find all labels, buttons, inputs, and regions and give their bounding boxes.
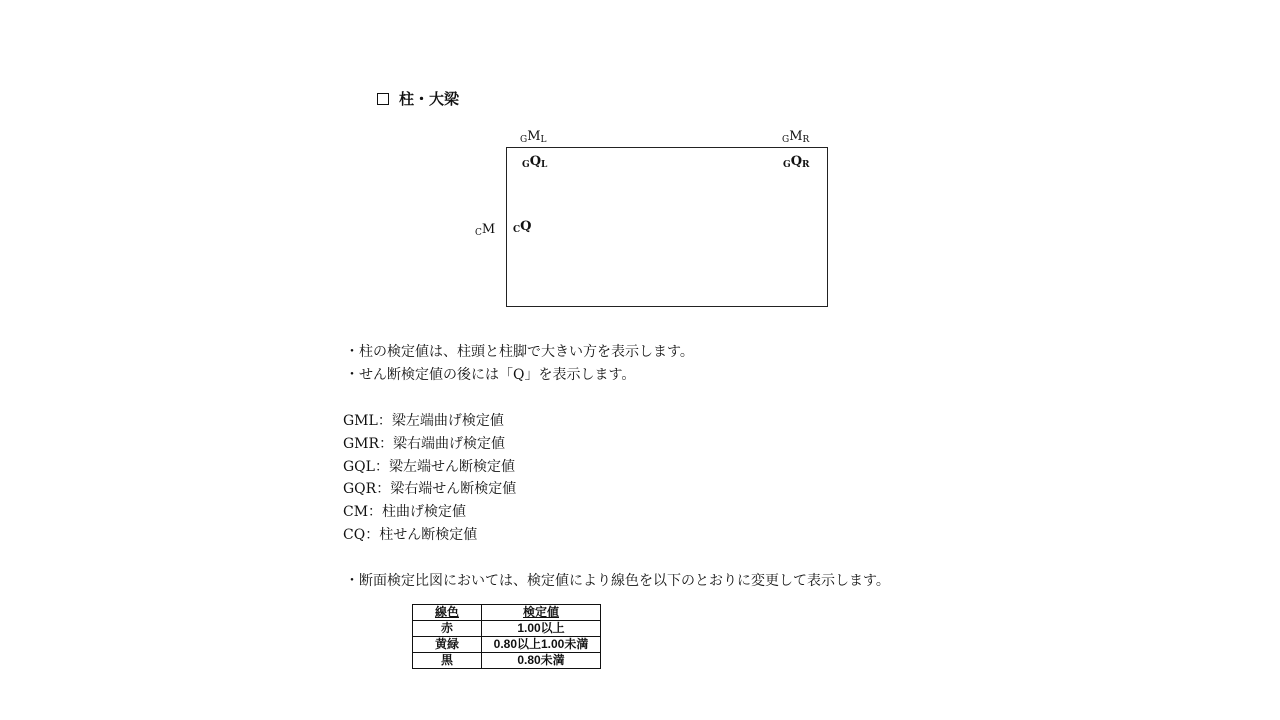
table-row (413, 621, 601, 637)
label-gml: $GM_L$ (520, 129, 547, 145)
table-cell: 赤 (413, 621, 482, 637)
legend-item (343, 501, 516, 524)
legend-code: GQR (343, 481, 377, 498)
legend-desc: ：柱曲げ検定値 (368, 504, 467, 521)
color-table (412, 604, 601, 669)
section-heading (377, 88, 459, 109)
frame-diagram (506, 147, 828, 307)
legend-item (343, 524, 516, 547)
legend-desc: ：梁右端曲げ検定値 (379, 435, 506, 452)
legend-list (343, 410, 516, 547)
section-title: 柱・大梁 (399, 90, 460, 108)
label-gqr: $GQ_R$ (783, 154, 810, 170)
legend-item (343, 456, 516, 479)
table-header: 検定値 (482, 605, 601, 621)
label-cm: CM (475, 222, 496, 238)
legend-code: GMR (343, 435, 380, 452)
table-header: 線色 (413, 605, 482, 621)
label-cq: CQ (513, 219, 532, 235)
table-cell: 0.80以上1.00未満 (482, 637, 601, 653)
table-row (413, 637, 601, 653)
legend-code: CQ (343, 526, 366, 543)
note-line: ・柱の検定値は、柱頭と柱脚で大きい方を表示します。 (345, 344, 694, 360)
table-cell: 黄緑 (413, 637, 482, 653)
legend-code: GML (343, 413, 378, 429)
legend-item (343, 478, 516, 501)
table-cell: 1.00以上 (482, 621, 601, 637)
color-note: ・断面検定比図においては、検定値により線色を以下のとおりに変更して表示します。 (345, 573, 890, 589)
legend-item (343, 433, 516, 456)
legend-desc: ：柱せん断検定値 (365, 526, 478, 543)
label-gql: $GQ_L$ (522, 154, 548, 170)
legend-item (343, 410, 516, 433)
table-cell: 0.80未満 (482, 653, 601, 669)
legend-desc: ：梁左端せん断検定値 (374, 458, 515, 475)
square-icon (377, 93, 389, 105)
table-cell: 黒 (413, 653, 482, 669)
legend-desc: ：梁右端せん断検定値 (376, 481, 517, 498)
legend-desc: ：梁左端曲げ検定値 (377, 413, 504, 429)
legend-code: CM (343, 504, 369, 521)
table-header-row (413, 605, 601, 621)
table-row (413, 653, 601, 669)
legend-code: GQL (343, 458, 375, 475)
label-gmr: $GM_R$ (782, 129, 810, 145)
note-line: ・せん断検定値の後には「Q」を表示します。 (345, 367, 636, 383)
notes (345, 341, 694, 387)
